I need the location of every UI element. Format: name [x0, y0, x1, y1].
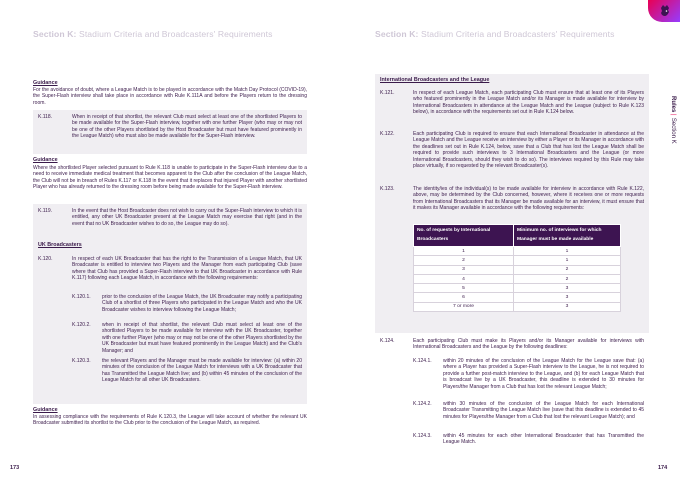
rule-text: Each participating Club is required to ensure that each International Broadcaster in attendance at the League Match and the League receive an interview by either a Player or its Manager in accordance with the deadlines set out in Rule K.124, below, save that a Club that has lost the League Match shall be required to provide such interviews to 3 International Broadcasters and the League (or more International Broadcasters, should they wish to do so). The interviews required by this Rule may take place virtually, if so requested by the relevant Broadcaster(s). [413, 131, 644, 170]
rule-number: K.123. [380, 186, 395, 192]
subrule-text: within 20 minutes of the conclusion of the League Match for the League save that: (a) where a Player has provided a Super-Flash interview to the League, he is not required to provide a further post-match interview to the League, and (b) for each League Match that is broadcast live by a UK Broadcaster, this deadline is extended to 30 minutes for Players/the Manager from a Club that has lost the relevant League Match; [443, 358, 644, 390]
guidance-heading: Guidance [33, 157, 58, 163]
table-cell: 7 or more [414, 302, 514, 311]
subrule-text: within 45 minutes for each other International Broadcaster that has Transmitted the League Match. [443, 433, 644, 446]
rule-number: K.118. [38, 114, 53, 120]
manager-interview-table [413, 224, 621, 312]
subrule-number: K.120.2. [72, 322, 91, 328]
guidance-heading: Guidance [33, 80, 58, 86]
table-row [414, 293, 621, 302]
rule-number: K.124. [380, 338, 395, 344]
guidance-text: For the avoidance of doubt, where a League Match is to be played in accordance with the Match Day Protocol (COVID-19), the Super-Flash interview shall take place in accordance with Rule K.111A and before the Players return to the dressing room. [33, 87, 307, 106]
page-number-left: 173 [10, 465, 20, 471]
subrule-text: prior to the conclusion of the League Match, the UK Broadcaster may notify a participating Club of a shortlist of three Players who participated in the League Match and who the UK Broadcaster wishes to interview following the League Match; [102, 294, 302, 313]
rule-text: In respect of each League Match, each participating Club must ensure that at least one of its Players who featured prominently in the League Match and/or its Manager is made available for interview by International Broadcasters in attendance at the League Match and the League (subject to Rule K.123 below), in accordance with the requirements set out in Rule K.124 below. [413, 90, 644, 116]
table-cell: 1 [514, 256, 621, 265]
table-cell: 1 [514, 247, 621, 256]
table-cell: 5 [414, 284, 514, 293]
subrule-number: K.124.1. [413, 358, 432, 364]
guidance-heading: Guidance [33, 407, 58, 413]
right-section-title: Section K: Stadium Criteria and Broadcasters' Requirements [375, 29, 615, 39]
table-header-requests: No. of requests by International Broadcasters [414, 225, 514, 247]
table-cell: 4 [414, 274, 514, 283]
side-tab-label: Rules|Section K [670, 96, 676, 144]
subrule-text: the relevant Players and the Manager must be made available for interview: (a) within 20 minutes of the conclusion of the League Match for interviews with a UK Broadcaster that has Transmitted the League Match live; and (b) within 45 minutes of the conclusion of the League Match for all other UK Broadcasters. [102, 358, 302, 384]
subrule-text: within 30 minutes of the conclusion of the League Match for each International Broadcaster Transmitting the League Match live (save that this deadline is extended to 45 minutes for Players/the Manager from a Club that lost the relevant League Match); and [443, 401, 644, 420]
table-row [414, 302, 621, 311]
subrule-number: K.124.2. [413, 401, 432, 407]
table-row [414, 284, 621, 293]
rule-number: K.122. [380, 131, 395, 137]
league-logo [648, 0, 680, 22]
rule-text: When in receipt of that shortlist, the relevant Club must select at least one of the shortlisted Players to be made available for the Super-Flash interview, together with one further Player (who may or may not be one of the other Players shortlisted by the Host Broadcaster but must have featured prominently in the League Match) who must also be made available for the Super-Flash interview. [72, 114, 302, 140]
table-row [414, 256, 621, 265]
table-cell: 2 [414, 256, 514, 265]
lion-crown-icon [659, 4, 671, 17]
table-header-row [414, 225, 621, 247]
table-row [414, 247, 621, 256]
table-header-interviews: Minimum no. of interviews for which Manager must be made available [514, 225, 621, 247]
rule-text: In respect of each UK Broadcaster that has the right to the Transmission of a League Match, that UK Broadcaster is entitled to interview two Players and the Manager from each participating Club (save where that Club has provided a Super-Flash interview to that UK Broadcaster in accordance with Rule K.117) following each League Match, in accordance with the following requirements: [72, 256, 302, 282]
guidance-text: In assessing compliance with the requirements of Rule K.120.3, the League will take account of whether the relevant UK Broadcaster submitted its shortlist to the Club prior to the conclusion of the League Match, as required. [33, 414, 307, 427]
table-cell: 6 [414, 293, 514, 302]
subrule-number: K.124.3. [413, 433, 432, 439]
table-cell: 1 [414, 247, 514, 256]
subrule-text: when in receipt of that shortlist, the relevant Club must select at least one of the shortlisted Players to be made available for interview with the UK Broadcaster, together with one further Player (who may or may not be one of the other Players shortlisted by the UK Broadcaster but must have featured prominently in the League Match) and the Club's Manager; and [102, 322, 302, 354]
table-cell: 3 [514, 302, 621, 311]
international-broadcasters-heading: International Broadcasters and the League [380, 77, 490, 83]
rule-text: Each participating Club must make its Players and/or its Manager available for interviews with International Broadcasters and the League by the following deadlines: [413, 338, 644, 351]
subrule-number: K.120.3. [72, 358, 91, 364]
rule-text: The identity/ies of the individual(s) to be made available for interview in accordance with Rule K.122, above, may be determined by the Club concerned, however, where it receives one or more requests from International Broadcasters that its Manager be made available for an interview, it must ensure that it makes its Manager available in accordance with the following requirements: [413, 186, 644, 212]
page-number-right: 174 [658, 465, 668, 471]
table-row [414, 265, 621, 274]
guidance-text: Where the shortlisted Player selected pursuant to Rule K.118 is unable to participate in the Super-Flash interview due to a need to receive immediate medical treatment that becomes apparent to the Club after the conclusion of the League Match, the Club will not be in breach of Rules K.117 or K.118 in the event that it replaces that injured Player with another shortlisted Player who has already returned to the dressing room before being made available for the Super-Flash interview. [33, 165, 307, 191]
rule-number: K.119. [38, 208, 53, 214]
table-cell: 3 [514, 284, 621, 293]
table-row [414, 274, 621, 283]
table-cell: 3 [514, 293, 621, 302]
rule-number: K.121. [380, 90, 395, 96]
subrule-number: K.120.1. [72, 294, 91, 300]
rule-text: In the event that the Host Broadcaster does not wish to carry out the Super-Flash interview to which it is entitled, any other UK Broadcaster present at the League Match may exercise that right (and in the event that no UK Broadcaster wishes to do so, the League may do so). [72, 208, 302, 227]
uk-broadcasters-heading: UK Broadcasters [38, 242, 82, 248]
right-page [340, 0, 680, 483]
left-section-title: Section K: Stadium Criteria and Broadcasters' Requirements [33, 29, 273, 39]
table-cell: 2 [514, 274, 621, 283]
table-cell: 3 [414, 265, 514, 274]
rule-number: K.120. [38, 256, 53, 262]
table-cell: 2 [514, 265, 621, 274]
